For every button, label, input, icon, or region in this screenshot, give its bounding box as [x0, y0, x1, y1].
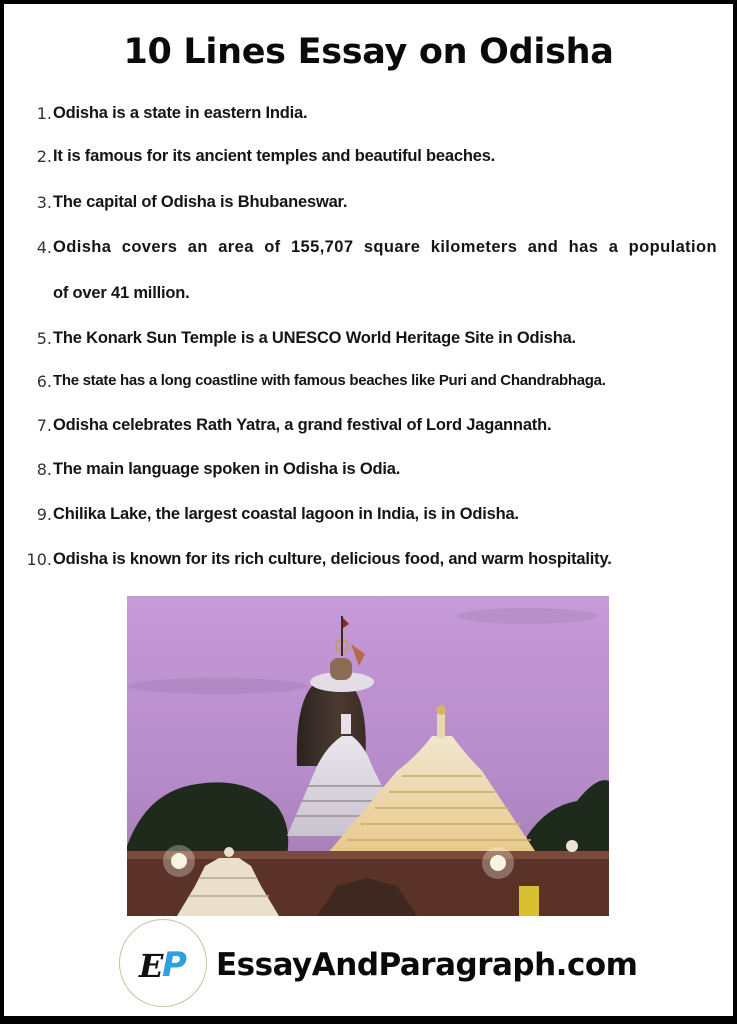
list-number: 4. [36, 238, 52, 257]
list-number: 7. [36, 416, 52, 435]
list-text: Odisha is a state in eastern India. [53, 104, 308, 122]
list-number: 10. [26, 550, 52, 569]
temple-photo [127, 596, 609, 916]
list-text: The state has a long coastline with famous beaches like Puri and Chandrabhaga. [53, 372, 606, 389]
list-text: It is famous for its ancient temples and beautiful beaches. [53, 147, 496, 165]
list-text: Chilika Lake, the largest coastal lagoon in India, is in Odisha. [53, 505, 519, 523]
list-text: The Konark Sun Temple is a UNESCO World Heritage Site in Odisha. [53, 329, 576, 347]
list-item [4, 147, 733, 177]
list-number: 5. [36, 329, 52, 348]
list-text: Odisha covers an area of 155,707 square kilometers and has a population [53, 238, 717, 256]
list-number: 6. [36, 372, 52, 391]
list-item [4, 193, 733, 223]
page-title: 10 Lines Essay on Odisha [123, 32, 614, 72]
list-text: Odisha is known for its rich culture, delicious food, and warm hospitality. [53, 550, 612, 568]
list-text: The capital of Odisha is Bhubaneswar. [53, 193, 348, 211]
list-item [4, 238, 733, 268]
essay-page [4, 4, 733, 1016]
list-number: 1. [36, 104, 52, 123]
list-text-continuation: of over 41 million. [53, 284, 190, 302]
list-item [4, 372, 733, 402]
list-item [4, 329, 733, 359]
site-logo [119, 919, 207, 1007]
jagannath-temple-illustration [127, 596, 609, 916]
list-item [4, 104, 733, 134]
list-number: 8. [36, 460, 52, 479]
list-number: 2. [36, 147, 52, 166]
list-text: The main language spoken in Odisha is Odia. [53, 460, 401, 478]
list-number: 3. [36, 193, 52, 212]
list-item [4, 416, 733, 446]
list-item [4, 550, 733, 580]
list-item-continuation [4, 284, 733, 314]
logo-letter-e: E [139, 947, 164, 985]
logo-letter-p: P [162, 945, 187, 985]
list-text: Odisha celebrates Rath Yatra, a grand festival of Lord Jagannath. [53, 416, 552, 434]
site-name: EssayAndParagraph.com [216, 947, 638, 983]
list-item [4, 505, 733, 535]
list-number: 9. [36, 505, 52, 524]
list-item [4, 460, 733, 490]
